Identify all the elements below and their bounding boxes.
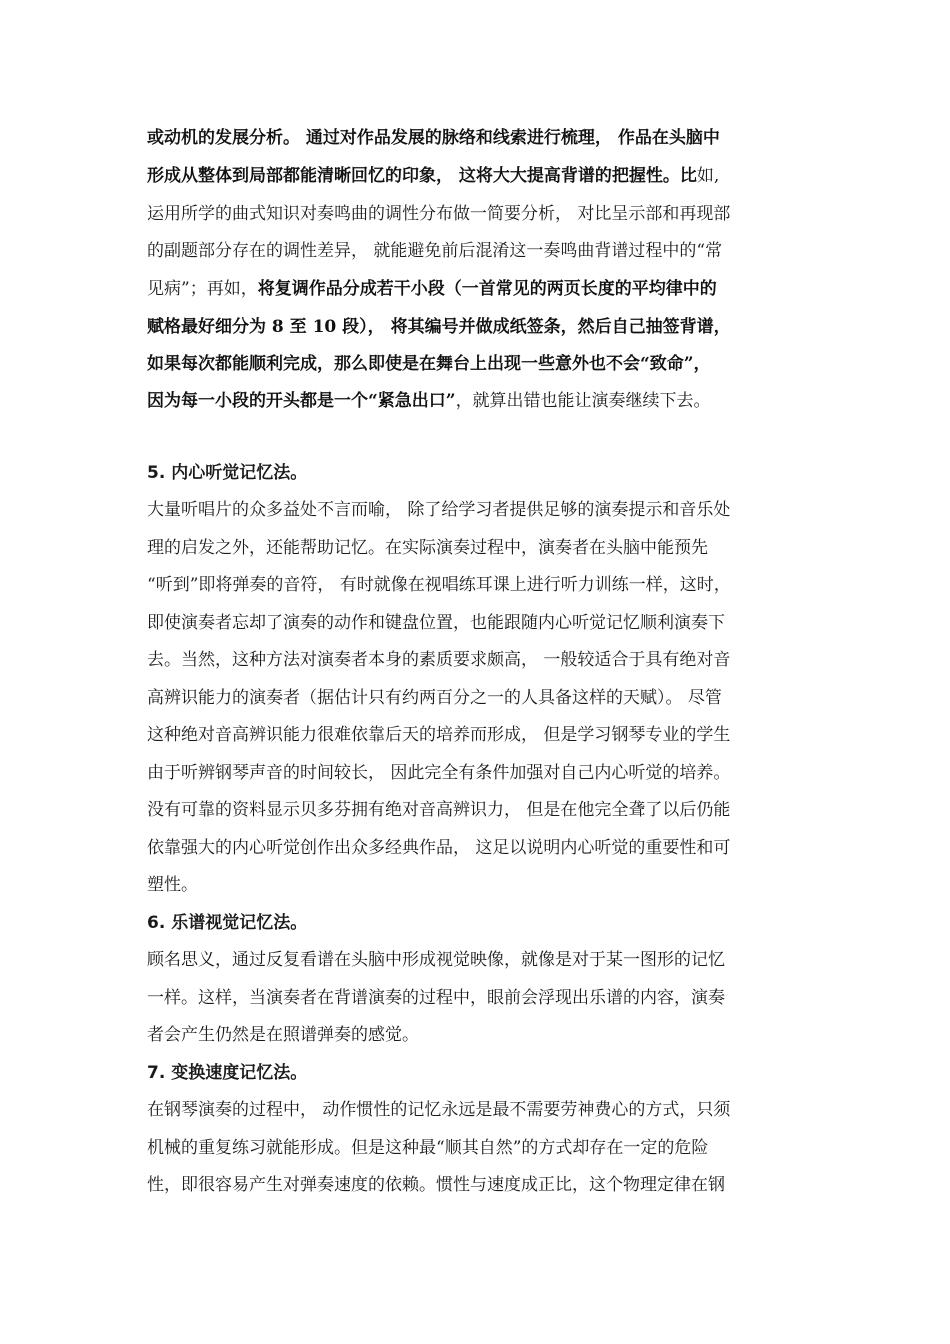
section5-line: 塑性。: [147, 875, 198, 895]
bold-text: 因为每一小段的开头都是一个“紧急出口”: [147, 391, 456, 411]
section6-line: 一样。这样，当演奏者在背谱演奏的过程中，眼前会浮现出乐谱的内容，演奏: [147, 988, 725, 1008]
section-heading-6: 6. 乐谱视觉记忆法。: [147, 913, 308, 933]
paragraph-line: [147, 164, 719, 188]
paragraph-line: 运用所学的曲式知识对奏鸣曲的调性分布做一简要分析， 对比呈示部和再现部: [147, 204, 731, 224]
section6-line: 顾名思义，通过反复看谱在头脑中形成视觉映像，就像是对于某一图形的记忆: [147, 950, 725, 970]
section5-line: 高辨识能力的演奏者（据估计只有约两百分之一的人具备这样的天赋）。 尽管: [147, 688, 722, 708]
normal-text: 如,: [696, 166, 720, 186]
section5-line: 由于听辨钢琴声音的时间较长， 因此完全有条件加强对自己内心听觉的培养。: [147, 763, 731, 783]
section5-line: 依靠强大的内心听觉创作出众多经典作品， 这足以说明内心听觉的重要性和可: [147, 838, 731, 858]
section5-line: 即使演奏者忘却了演奏的动作和键盘位置，也能跟随内心听觉记忆顺利演奏下: [147, 613, 725, 633]
section7-line: 机械的重复练习就能形成。但是这种最“顺其自然”的方式却存在一定的危险: [147, 1138, 709, 1158]
section5-line: 去。当然，这种方法对演奏者本身的素质要求颇高， 一般较适合于具有绝对音: [147, 650, 731, 670]
section7-line: 在钢琴演奏的过程中， 动作惯性的记忆永远是最不需要劳神费心的方式，只须: [147, 1100, 731, 1120]
normal-text: 见病”；再如，: [147, 279, 258, 299]
section6-line: 者会产生仍然是在照谱弹奏的感觉。: [147, 1025, 419, 1045]
bold-text: 将复调作品分成若干小段（一首常见的两页长度的平均律中的: [257, 279, 717, 299]
section5-line: 没有可靠的资料显示贝多芬拥有绝对音高辨识力， 但是在他完全聋了以后仍能: [147, 800, 731, 820]
section-heading-7: 7. 变换速度记忆法。: [147, 1063, 308, 1083]
paragraph-line: [147, 277, 717, 301]
paragraph-line: [147, 389, 711, 413]
paragraph-line: 的副题部分存在的调性差异， 就能避免前后混淆这一奏鸣曲背谱过程中的“常: [147, 241, 723, 261]
paragraph-line: 如果每次都能顺利完成，那么即使是在舞台上出现一些意外也不会“致命”，: [147, 354, 711, 374]
paragraph-line: 或动机的发展分析。 通过对作品发展的脉络和线索进行梳理， 作品在头脑中: [147, 128, 720, 148]
section5-line: 大量听唱片的众多益处不言而喻， 除了给学习者提供足够的演奏提示和音乐处: [147, 500, 731, 520]
bold-text: 形成从整体到局部都能清晰回忆的印象， 这将大大提高背谱的把握性。比: [147, 166, 697, 186]
normal-text: ，就算出错也能让演奏继续下去。: [455, 391, 711, 411]
paragraph-line: 赋格最好细分为 8 至 10 段）， 将其编号并做成纸签条，然后自己抽签背谱，: [147, 317, 731, 337]
section5-line: 理的启发之外，还能帮助记忆。在实际演奏过程中，演奏者在头脑中能预先: [147, 538, 708, 558]
section7-line: 性，即很容易产生对弹奏速度的依赖。惯性与速度成正比，这个物理定律在钢: [147, 1175, 725, 1195]
section5-line: “听到”即将弹奏的音符， 有时就像在视唱练耳课上进行听力训练一样，这时，: [147, 575, 731, 595]
section5-line: 这种绝对音高辨识能力很难依靠后天的培养而形成， 但是学习钢琴专业的学生: [147, 725, 731, 745]
section-heading-5: 5. 内心听觉记忆法。: [147, 463, 308, 483]
